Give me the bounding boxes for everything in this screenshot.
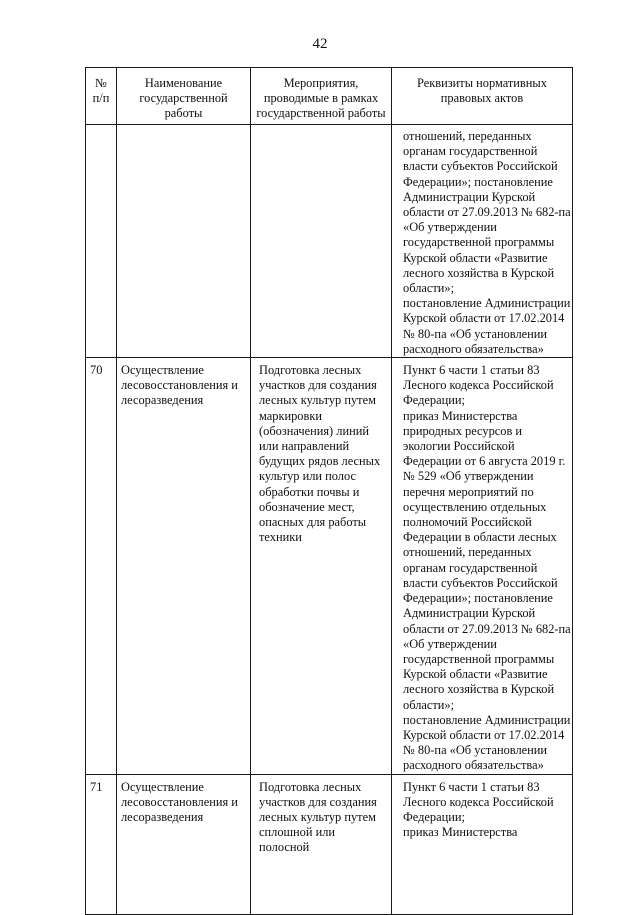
legal-acts-text: отношений, переданных органам государственной власти субъектов Российской Федерации»; постановление Администрации Курской области от 27.09.2013 № 682-па «Об утверждении государственной программы Курской области «Развитие лесного хозяйства в Курской области»; постановление Администрации Курской области от 17.02.2014 № 80-па «Об установлении расходного обязательства»: [403, 129, 571, 356]
header-cell-legal-acts: [392, 68, 573, 125]
cell-measures: [251, 358, 392, 774]
header-number-text: № п/п: [92, 76, 110, 106]
header-legal-acts-text: Реквизиты нормативных правовых актов: [417, 76, 547, 106]
cell-legal-acts: [392, 358, 573, 774]
measures-text: Подготовка лесных участков для создания лесных культур путем сплошной или полосной: [259, 779, 377, 855]
cell-measures: [251, 774, 392, 914]
table-row-70: [86, 358, 573, 774]
page-number: 42: [312, 36, 328, 52]
table-row-continuation: [86, 125, 573, 358]
row-number-text: 70: [90, 363, 103, 378]
cell-measures: [251, 125, 392, 358]
legal-acts-text: Пункт 6 части 1 статьи 83 Лесного кодекса Российской Федерации; приказ Министерства: [403, 779, 554, 840]
measures-text: Подготовка лесных участков для создания лесных культур путем маркировки (обозначения) линий или направлений будущих рядов лесных культур или полос обработки почвы и обозначение мест, опасных для работы техники: [259, 363, 381, 545]
legal-acts-text: Пункт 6 части 1 статьи 83 Лесного кодекса Российской Федерации; приказ Министерства природных ресурсов и экологии Российской Федерации от 6 августа 2019 г. № 529 «Об утверждении перечня мероприятий по осуществлению отдельных полномочий Российской Федерации в области лесных отношений, переданных органам государственной власти субъектов Российской Федерации»; постановление Администрации Курской области от 27.09.2013 № 682-па «Об утверждении государственной программы Курской области «Развитие лесного хозяйства в Курской области»; постановление Администрации Курской области от 17.02.2014 № 80-па «Об установлении расходного обязательства»: [403, 363, 571, 773]
cell-number: [86, 358, 117, 774]
table-header-row: [86, 68, 573, 125]
cell-work-name: [117, 125, 251, 358]
header-work-name-text: Наименование государственной работы: [139, 76, 228, 121]
header-cell-number: [86, 68, 117, 125]
cell-work-name: [117, 774, 251, 914]
cell-work-name: [117, 358, 251, 774]
cell-number: [86, 774, 117, 914]
row-number-text: [86, 125, 116, 130]
work-name-text: Осуществление лесовосстановления и лесоразведения: [121, 363, 238, 408]
cell-number: [86, 125, 117, 358]
cell-legal-acts: [392, 125, 573, 358]
work-name-text: Осуществление лесовосстановления и лесоразведения: [121, 779, 238, 824]
cell-legal-acts: [392, 774, 573, 914]
header-measures-text: Мероприятия, проводимые в рамках государственной работы: [256, 76, 386, 121]
header-cell-work-name: [117, 68, 251, 125]
work-name-text: [117, 125, 250, 130]
row-number-text: 71: [90, 779, 103, 794]
header-cell-measures: [251, 68, 392, 125]
table-row-71: [86, 774, 573, 914]
regulations-table: [85, 67, 573, 915]
measures-text: [251, 125, 391, 130]
